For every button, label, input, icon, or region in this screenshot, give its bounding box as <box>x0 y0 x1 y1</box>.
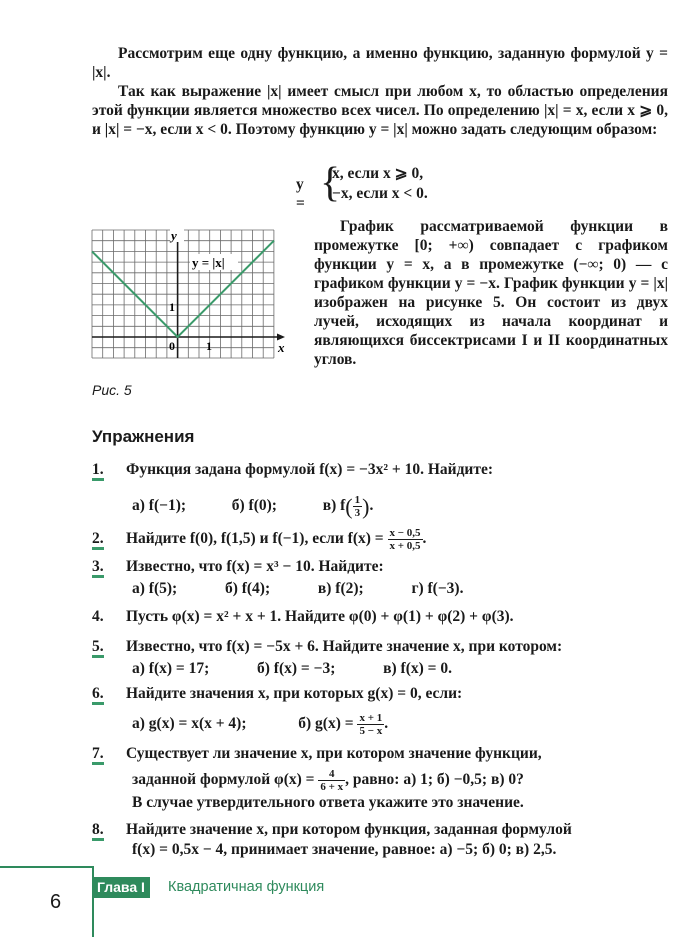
abs-function-line <box>92 241 274 337</box>
footer-rule-left <box>0 866 92 868</box>
origin-label: 0 <box>169 339 175 353</box>
part-a: а) g(x) = x(x + 4); <box>132 715 247 733</box>
exercise-8-line-2: f(x) = 0,5x − 4, принимает значение, равное: а) −5; б) 0; в) 2,5. <box>132 841 557 858</box>
exercise-5 <box>92 637 672 656</box>
exercise-text: Найдите значения x, при которых g(x) = 0, если: <box>126 685 463 702</box>
piecewise-lhs: y = <box>296 176 305 212</box>
part-b: б) g(x) = $\frac{x + 1}{5 - x}$ . <box>298 712 389 737</box>
fraction: $\frac{x - 0,5}{x + 0,5}$ <box>389 527 421 552</box>
y-tick-label: 1 <box>169 300 175 314</box>
exercise-line-1: Существует ли значение x, при котором значение функции, <box>126 745 542 762</box>
exercise-7 <box>92 744 672 763</box>
exercise-7-line-2: заданной формулой φ(x) = $\frac{4}{6 + x}$ , равно: а) 1; б) −0,5; в) 0? <box>132 768 524 793</box>
exercise-number: 7. <box>92 744 126 763</box>
part-a: а) f(5); <box>132 580 178 597</box>
part-c: в) f(x) = 0. <box>383 660 452 677</box>
fraction: $\frac{x + 1}{5 - x}$ <box>359 712 383 737</box>
chapter-label: Глава I <box>92 877 150 898</box>
graph-description <box>314 217 668 369</box>
fraction: $\frac{1}{3}$ <box>354 494 361 519</box>
exercise-6 <box>92 684 672 703</box>
part-c: в) f(2); <box>317 580 364 597</box>
chapter-title: Квадратичная функция <box>168 879 325 895</box>
part-b: б) f(0); <box>231 497 277 515</box>
exercise-number: 3. <box>92 557 126 576</box>
exercise-6-parts <box>132 712 388 737</box>
exercise-3-parts <box>132 579 463 598</box>
exercise-text: Пусть φ(x) = x² + x + 1. Найдите φ(0) + φ(1) + φ(2) + φ(3). <box>126 608 514 625</box>
exercise-number: 2. <box>92 529 126 548</box>
x-tick-label: 1 <box>206 339 212 353</box>
piecewise-row-1: x, если x ⩾ 0, <box>332 165 424 182</box>
exercise-2: 2. Найдите f(0), f(1,5) и f(−1), если f(x) = $\frac{x - 0,5}{x + 0,5}$ . <box>92 527 427 552</box>
exercise-number: 6. <box>92 684 126 703</box>
exercise-number: 4. <box>92 608 104 625</box>
exercise-text: Известно, что f(x) = x³ − 10. Найдите: <box>126 558 384 575</box>
exercise-1 <box>92 460 672 479</box>
graph-grid <box>92 230 274 358</box>
exercise-8 <box>92 820 672 839</box>
func-label: y = |x| <box>192 255 225 270</box>
part-a: а) f(x) = 17; <box>132 660 210 677</box>
intro-paragraph-2: Так как выражение |x| имеет смысл при любом x, то областью определения этой функции является множество всех чисел. По определению |x| = x, если x ⩾ 0, и |x| = −x, если x < 0. Поэтому функцию y = |x| можно задать следующим образом: <box>92 83 668 138</box>
exercise-text: Найдите f(0), f(1,5) и f(−1), если f(x) = <box>126 530 384 548</box>
piecewise-row-2: −x, если x < 0. <box>332 185 428 202</box>
exercise-number: 8. <box>92 820 126 839</box>
exercise-text: Функция задана формулой f(x) = −3x² + 10. Найдите: <box>126 461 493 478</box>
exercise-1-parts <box>132 494 373 519</box>
part-b: б) f(x) = −3; <box>257 660 336 677</box>
exercise-7-line-3: В случае утвердительного ответа укажите это значение. <box>132 794 524 811</box>
part-c: в) f( $\frac{1}{3}$ ). <box>322 494 374 519</box>
brace-symbol: { <box>320 160 341 206</box>
exercise-4 <box>92 607 672 626</box>
part-b: б) f(4); <box>224 580 271 597</box>
page-number: 6 <box>50 891 62 913</box>
exercise-number: 5. <box>92 637 126 656</box>
figure-caption: Рис. 5 <box>92 382 132 398</box>
exercise-line-1: Найдите значение x, при котором функция, заданная формулой <box>126 821 572 838</box>
exercise-3 <box>92 557 672 576</box>
exercise-number: 1. <box>92 460 126 479</box>
exercises-heading: Упражнения <box>92 427 195 446</box>
y-axis-label: y <box>171 228 177 243</box>
intro-text <box>92 44 668 139</box>
intro-paragraph-1: Рассмотрим еще одну функцию, а именно функцию, заданную формулой y = |x|. <box>92 45 668 81</box>
graph-description-text: График рассматриваемой функции в промежутке [0; +∞) совпадает с графиком функции y = x, а в промежутке (−∞; 0) — с графиком функции y = −x. График функции y = |x| изображен на рисунке 5. Он состоит из двух лучей, исходящих из начала координат и являющихся биссектрисами I и II координатных углов. <box>314 218 668 368</box>
absolute-value-graph <box>90 228 286 366</box>
part-d: г) f(−3). <box>411 580 464 597</box>
exercise-text: Известно, что f(x) = −5x + 6. Найдите значение x, при котором: <box>126 638 563 655</box>
exercise-5-parts <box>132 659 452 678</box>
fraction: $\frac{4}{6 + x}$ <box>320 768 344 793</box>
x-axis-label: x <box>278 340 285 355</box>
part-a: а) f(−1); <box>132 497 187 515</box>
